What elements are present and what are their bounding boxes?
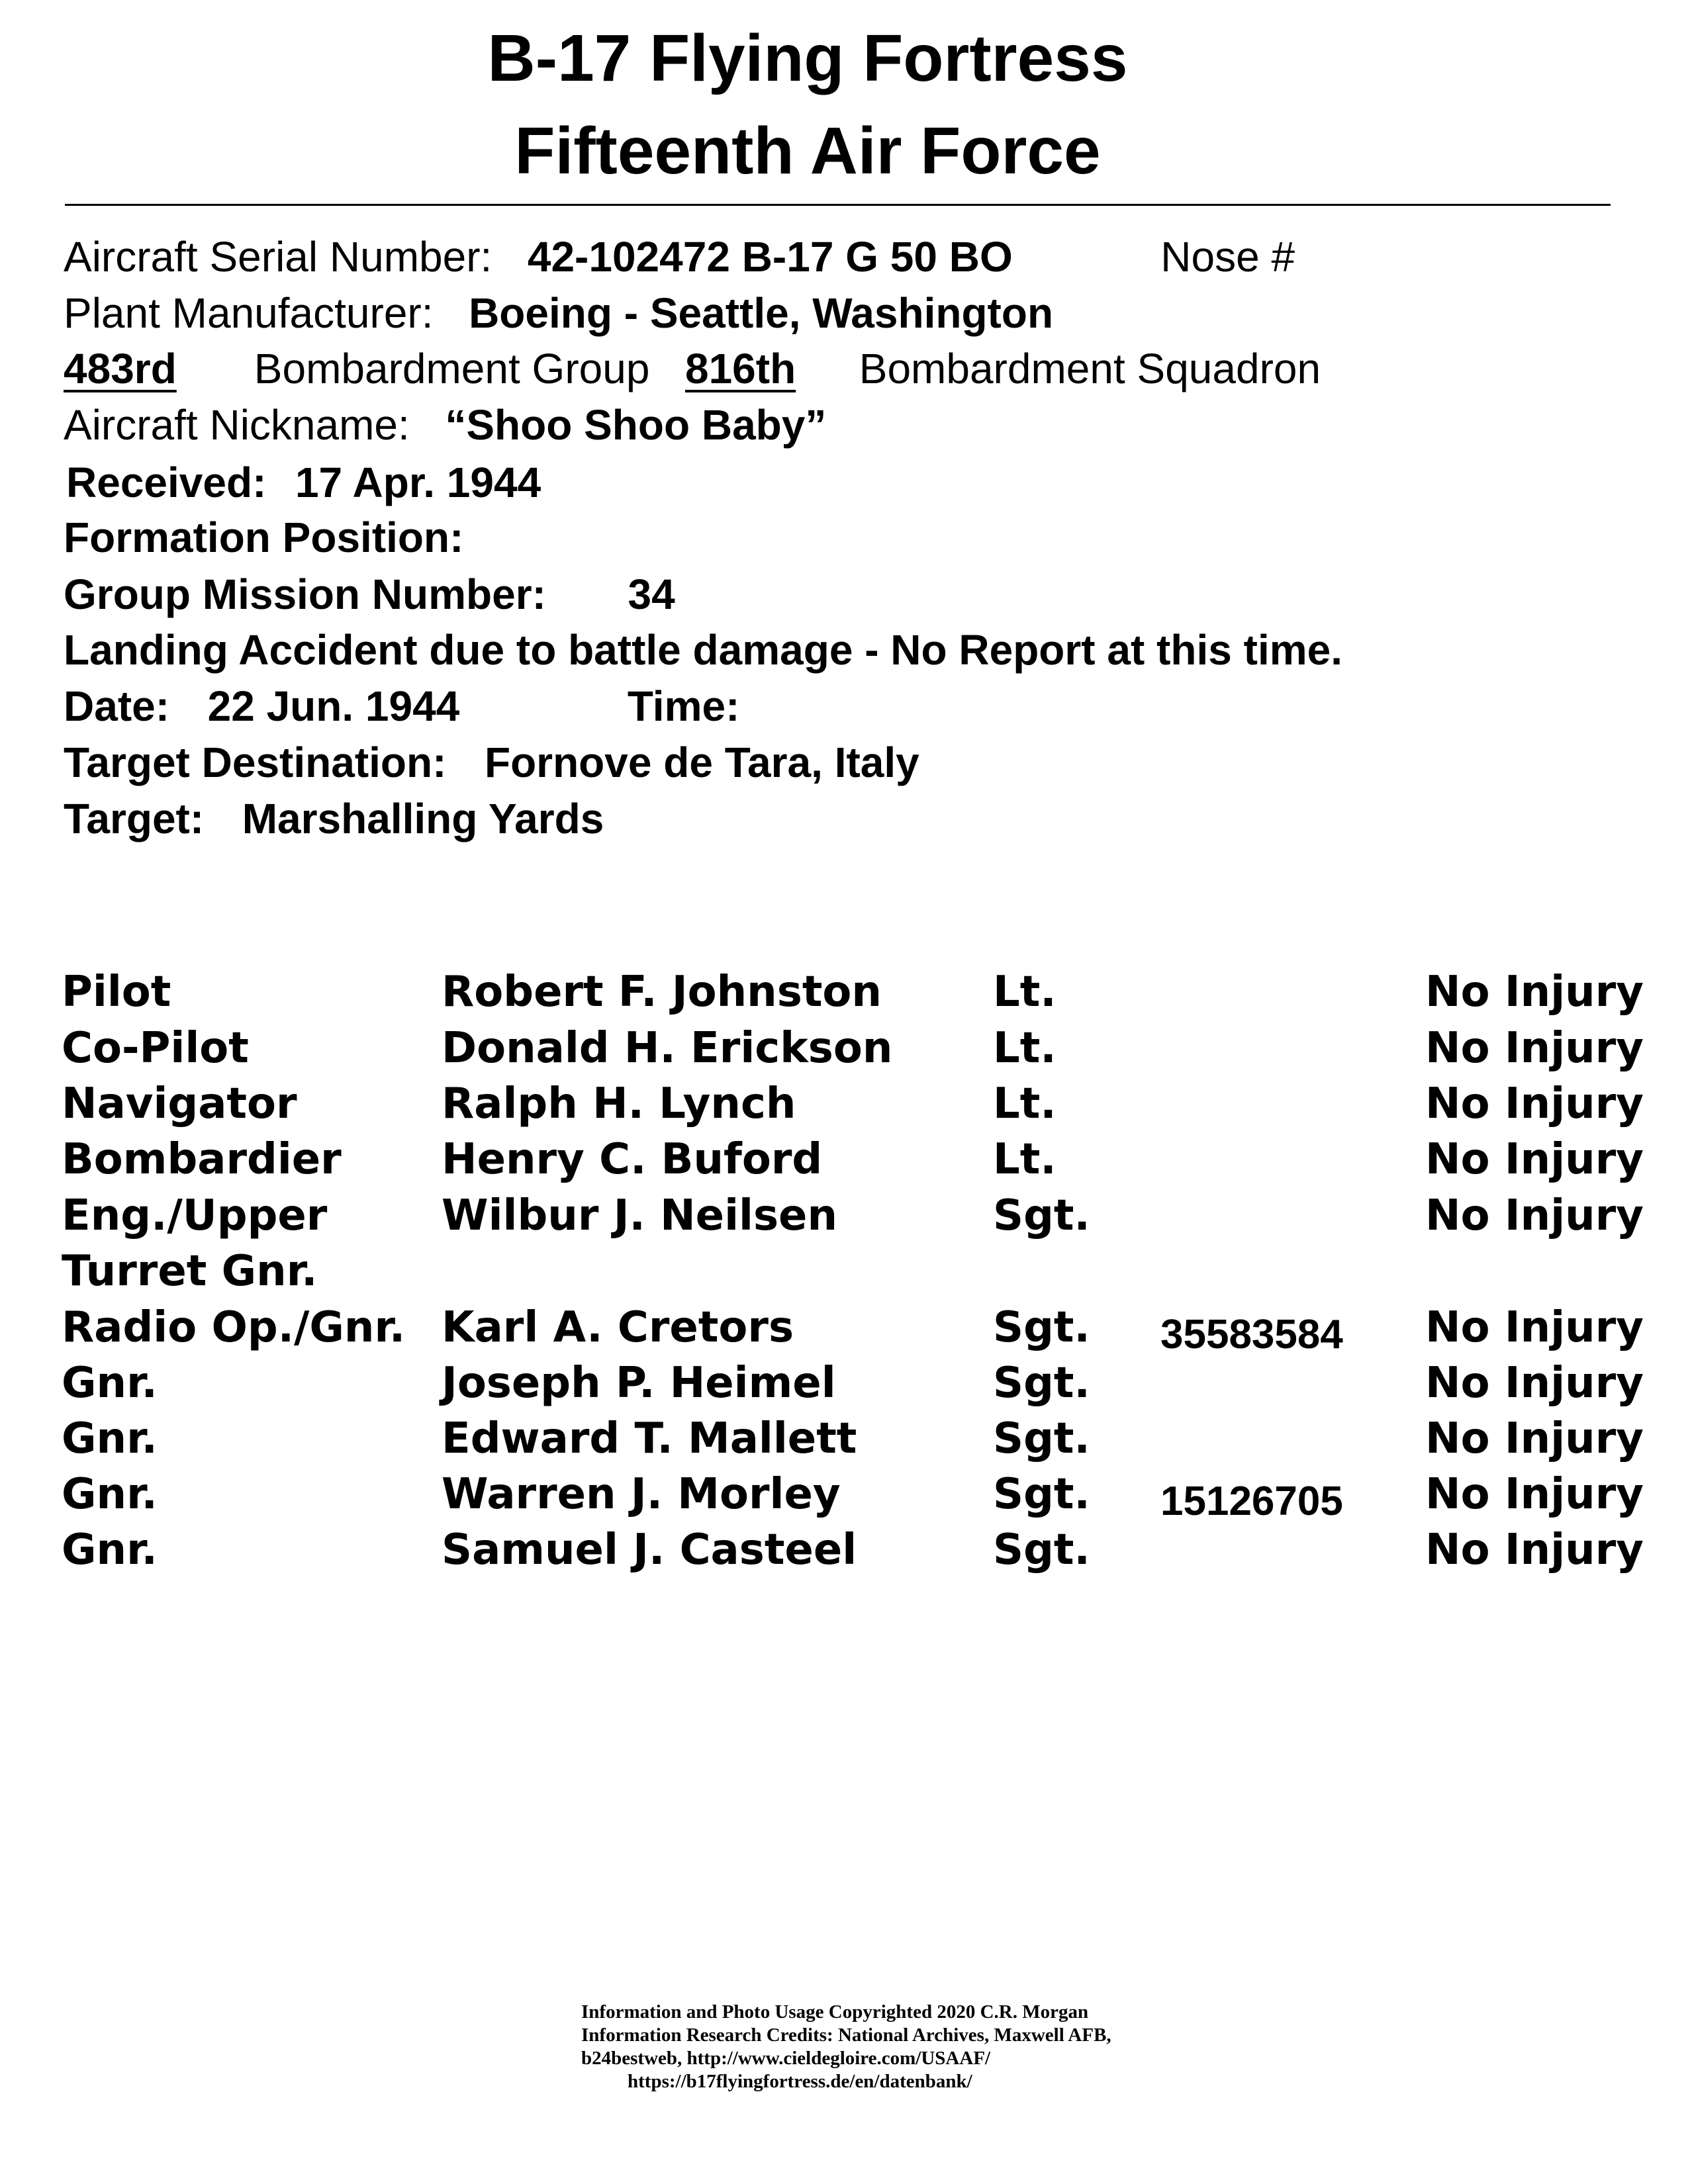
crew-name: Henry C. Buford (442, 1135, 823, 1184)
crew-position: Gnr. (62, 1414, 158, 1463)
crew-status: No Injury (1425, 1191, 1644, 1240)
crew-name: Wilbur J. Neilsen (442, 1191, 837, 1240)
crew-position: Navigator (62, 1079, 297, 1128)
crew-row (0, 1470, 1688, 1529)
plant-line (64, 289, 1054, 337)
crew-name: Donald H. Erickson (442, 1024, 893, 1073)
crew-status: No Injury (1425, 968, 1644, 1017)
crew-status: No Injury (1425, 1470, 1644, 1519)
crew-name: Ralph H. Lynch (442, 1079, 796, 1128)
crew-rank: Sgt. (993, 1359, 1090, 1408)
crew-rank: Sgt. (993, 1470, 1090, 1519)
crew-row (0, 1024, 1688, 1083)
date-line (64, 682, 740, 730)
crew-row (0, 1414, 1688, 1473)
crew-position: Co-Pilot (62, 1024, 249, 1073)
target-destination-value: Fornove de Tara, Italy (484, 739, 919, 786)
crew-status: No Injury (1425, 1525, 1644, 1574)
received-label: Received: (66, 459, 267, 506)
squadron-value: 816th (684, 345, 796, 392)
date-label: Date: (64, 682, 170, 730)
nickname-value: “Shoo Shoo Baby” (445, 401, 827, 449)
group-line (64, 347, 1321, 390)
crew-rank: Lt. (993, 1135, 1056, 1184)
serial-line (64, 233, 1295, 281)
crew-position: Pilot (62, 968, 171, 1017)
crew-status: No Injury (1425, 1079, 1644, 1128)
target-value: Marshalling Yards (242, 795, 604, 842)
crew-position-line-2: Turret Gnr. (62, 1247, 318, 1296)
mission-line (64, 570, 675, 618)
formation-label: Formation Position: (64, 514, 464, 561)
crew-position: Gnr. (62, 1470, 158, 1519)
target-destination-label: Target Destination: (64, 739, 447, 786)
crew-status: No Injury (1425, 1135, 1644, 1184)
crew-row (0, 1079, 1688, 1138)
accident-line: Landing Accident due to battle damage - No Report at this time. (64, 626, 1342, 674)
crew-row (0, 968, 1688, 1026)
crew-rank: Sgt. (993, 1525, 1090, 1574)
crew-name: Samuel J. Casteel (442, 1525, 857, 1574)
crew-name: Edward T. Mallett (442, 1414, 857, 1463)
crew-name: Robert F. Johnston (442, 968, 882, 1017)
squadron-label: Bombardment Squadron (859, 345, 1321, 392)
crew-row (0, 1135, 1688, 1194)
crew-serial: 15126705 (1160, 1479, 1343, 1524)
crew-position: Bombardier (62, 1135, 342, 1184)
title-line-1: B-17 Flying Fortress (487, 21, 1128, 95)
title-line-2: Fifteenth Air Force (514, 114, 1101, 188)
nose-label: Nose # (1160, 233, 1295, 281)
crew-position: Gnr. (62, 1359, 158, 1408)
serial-value: 42-102472 B-17 G 50 BO (527, 233, 1013, 281)
footer-line-2: Information Research Credits: National Archives, Maxwell AFB, (581, 2025, 1111, 2046)
received-value: 17 Apr. 1944 (295, 459, 541, 506)
crew-position: Gnr. (62, 1525, 158, 1574)
crew-status: No Injury (1425, 1359, 1644, 1408)
group-value: 483rd (64, 345, 177, 392)
crew-name: Joseph P. Heimel (442, 1359, 836, 1408)
crew-position: Radio Op./Gnr. (62, 1303, 406, 1352)
crew-row (0, 1303, 1688, 1362)
target-destination-line (64, 741, 919, 784)
mission-value: 34 (628, 570, 675, 618)
plant-value: Boeing - Seattle, Washington (469, 289, 1054, 337)
footer-line-3: b24bestweb, http://www.cieldegloire.com/USAAF/ (581, 2048, 991, 2069)
nickname-line (64, 401, 827, 449)
date-value: 22 Jun. 1944 (207, 682, 460, 730)
received-line (66, 461, 541, 504)
serial-label: Aircraft Serial Number: (64, 233, 492, 281)
crew-row (0, 1525, 1688, 1584)
plant-label: Plant Manufacturer: (64, 289, 434, 337)
mission-label: Group Mission Number: (64, 570, 546, 618)
crew-rank: Lt. (993, 1079, 1056, 1128)
crew-position: Eng./Upper (62, 1191, 328, 1240)
crew-row (0, 1359, 1688, 1418)
footer-line-4: https://b17flyingfortress.de/en/datenbank/ (628, 2071, 972, 2092)
crew-status: No Injury (1425, 1303, 1644, 1352)
target-line (64, 797, 604, 840)
footer-line-1: Information and Photo Usage Copyrighted 2020 C.R. Morgan (581, 2001, 1089, 2023)
crew-rank: Sgt. (993, 1303, 1090, 1352)
formation-line (64, 516, 463, 559)
credits-footer (581, 2001, 1177, 2093)
target-label: Target: (64, 795, 205, 842)
title-divider (65, 204, 1611, 206)
crew-status: No Injury (1425, 1024, 1644, 1073)
crew-name: Warren J. Morley (442, 1470, 841, 1519)
crew-status: No Injury (1425, 1414, 1644, 1463)
group-label: Bombardment Group (254, 345, 650, 392)
crew-rank: Lt. (993, 968, 1056, 1017)
crew-rank: Sgt. (993, 1414, 1090, 1463)
time-label: Time: (627, 682, 740, 730)
crew-name: Karl A. Cretors (442, 1303, 794, 1352)
crew-serial: 35583584 (1160, 1312, 1343, 1357)
nickname-label: Aircraft Nickname: (64, 401, 410, 449)
crew-row (0, 1191, 1688, 1307)
crew-rank: Lt. (993, 1024, 1056, 1073)
crew-rank: Sgt. (993, 1191, 1090, 1240)
